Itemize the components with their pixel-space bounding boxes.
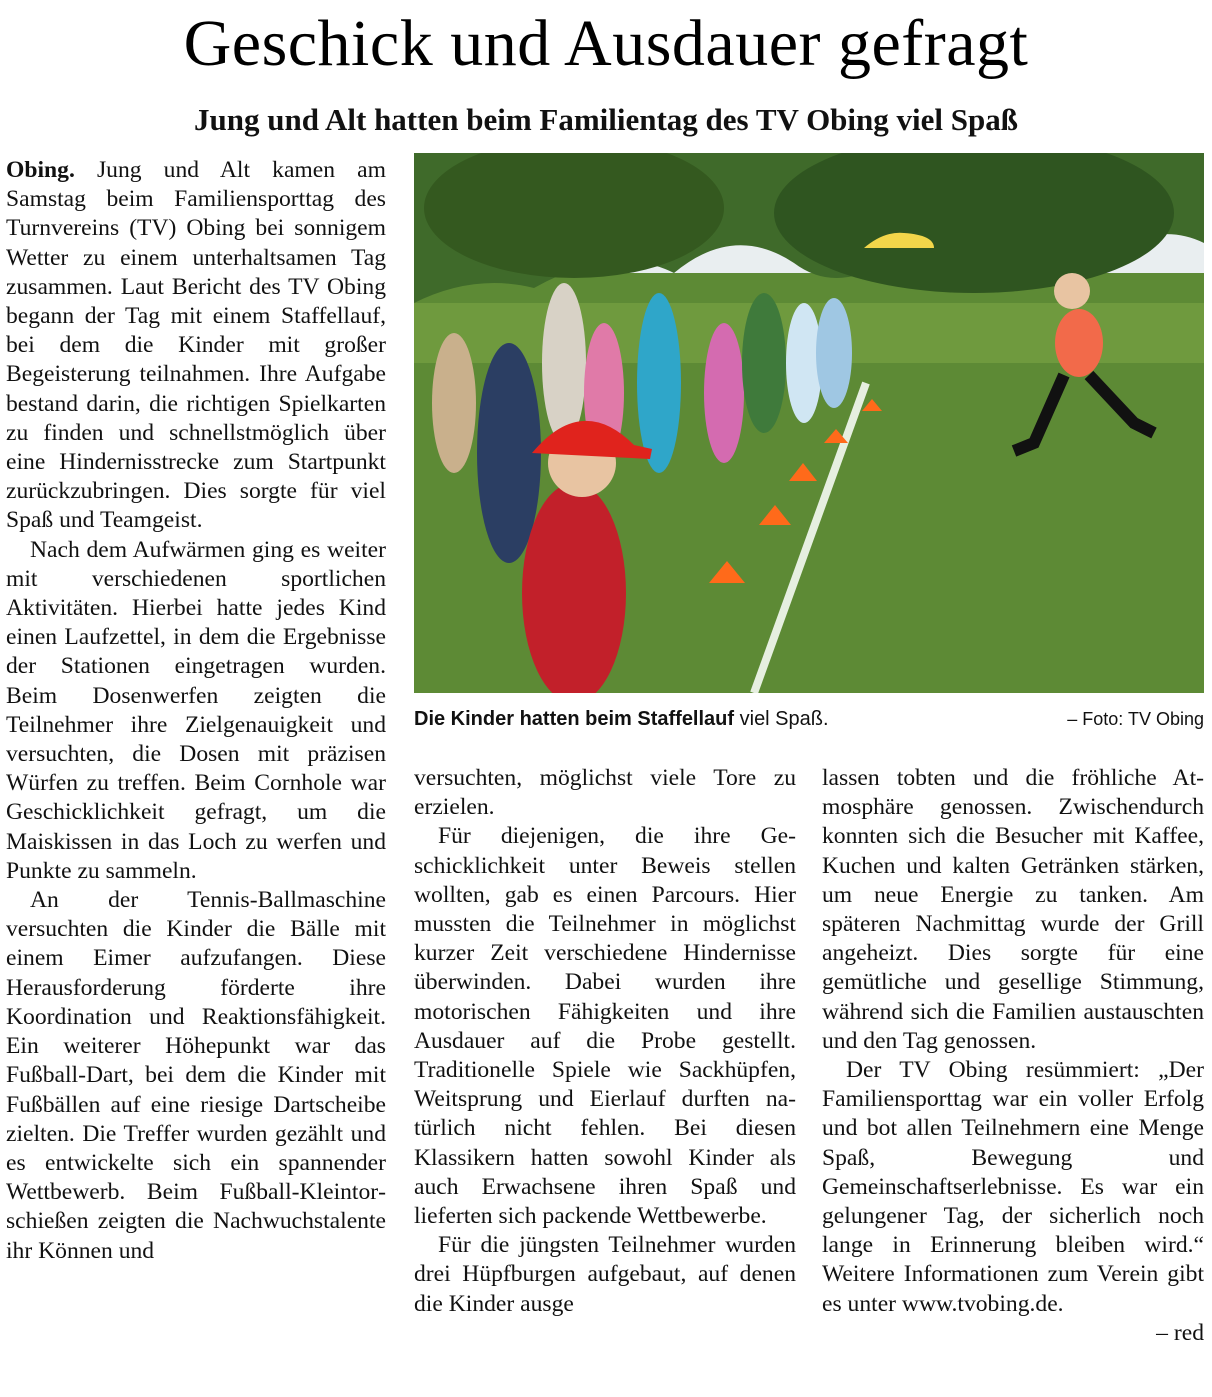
caption-bold: Die Kinder hatten beim Staffellauf [414,708,735,730]
paragraph: lassen tobten und die fröhliche Atmosphäre genossen. Zwischendurch konnten sich die Besucher mit Kaffee, Kuchen und kalten Getränken stärken, um neue Energie zu tanken. Am späteren Nachmittag wurde der Grill angeheizt. Dies sorgte für eine gemütliche und gesellige Stimmung, während sich die Familien austauschten und den Tag genossen. [822,765,1204,1054]
article-photo [414,153,1204,693]
paragraph-text: Jung und Alt kamen am Samstag beim Familiensporttag des Turnvereins (TV) Obing bei sonnigem Wetter zu einem unterhaltsamen Tag zusammen. Laut Bericht des TV Obing begann der Tag mit einem Staffellauf, bei dem die Kinder mit großer Begeisterung teilnahmen. Ihre Aufgabe bestand darin, die richtigen Spielkarten zu finden und schnellstmöglich über eine Hindernisstrecke zum Startpunkt zurückzubringen. Dies sorgte für viel Spaß und Teamgeist. [6,157,386,534]
photo-caption [414,705,1204,733]
paragraph: Nach dem Aufwärmen ging es weiter mit verschiedenen sportlichen Aktivitäten. Hierbei hatte jedes Kind einen Laufzettel, in dem die Ergebnisse der Stationen eingetragen wurden. Beim Dosenwerfen zeigten die Teilnehmer ihre Zielgenauigkeit und versuchten, die Dosen mit präzisen Würfen zu treffen. Beim Cornhole war Geschicklichkeit gefragt, um die Maiskissen in das Loch zu werfen und Punkte zu sammeln. [6,536,386,884]
relay-race-photo [414,153,1204,693]
article-column-2 [414,764,796,1319]
photo-credit: – Foto: TV Obing [1067,709,1204,729]
article-column-3 [822,764,1204,1348]
paragraph: An der Tennis-Ballmaschine versuchten die Kinder die Bälle mit einem Eimer aufzufangen. Diese Herausforderung förderte ihre Koordination und Reaktionsfähigkeit. Ein weiterer Höhepunkt war das Fußball-Dart, bei dem die Kinder mit Fußbällen auf eine riesige Dartscheibe zielten. Die Treffer wurden gezählt und es entwickelte sich ein spannender Wettbewerb. Beim Fußball-Kleintorschießen zeigten die Nachwuchstalente ihr Können und [6,887,386,1264]
paragraph: Für die jüngsten Teilnehmer wurden drei Hüpfburgen aufgebaut, auf denen die Kinder ausge [414,1232,796,1317]
dateline: Obing. [6,157,75,183]
caption-text: viel Spaß. [734,708,829,730]
paragraph [6,156,386,536]
article-column-1 [6,156,386,1266]
paragraph: Der TV Obing resümmiert: „Der Familiensporttag war ein voller Erfolg und bot allen Teilnehmern eine Menge Spaß, Bewegung und Gemeinschaftserlebnisse. Es war ein gelungener Tag, der sicherlich noch lange in Erinnerung bleiben wird.“ Weitere Informationen zum Verein gibt es unter www.tvobing.de. [822,1057,1204,1317]
paragraph: versuchten, möglichst viele Tore zu erzielen. [414,765,796,821]
paragraph: Für diejenigen, die ihre Geschicklichkeit unter Beweis stellen wollten, gab es einen Parcours. Hier mussten die Teilnehmer in möglichst kurzer Zeit verschiedene Hindernisse überwinden. Dabei wurden ihre motorischen Fähigkeiten und ihre Ausdauer auf die Probe gestellt. Traditionelle Spiele wie Sackhüpfen, Weitsprung und Eierlauf durften natürlich nicht fehlen. Bei diesen Klassikern hatten sowohl Kinder als auch Erwachsene ihren Spaß und lieferten sich packende Wettbewerbe. [414,823,796,1230]
subheadline: Jung und Alt hatten beim Familientag des TV Obing viel Spaß [194,102,1018,137]
headline: Geschick und Ausdauer gefragt [183,7,1029,80]
author-signature: – red [1156,1319,1204,1346]
